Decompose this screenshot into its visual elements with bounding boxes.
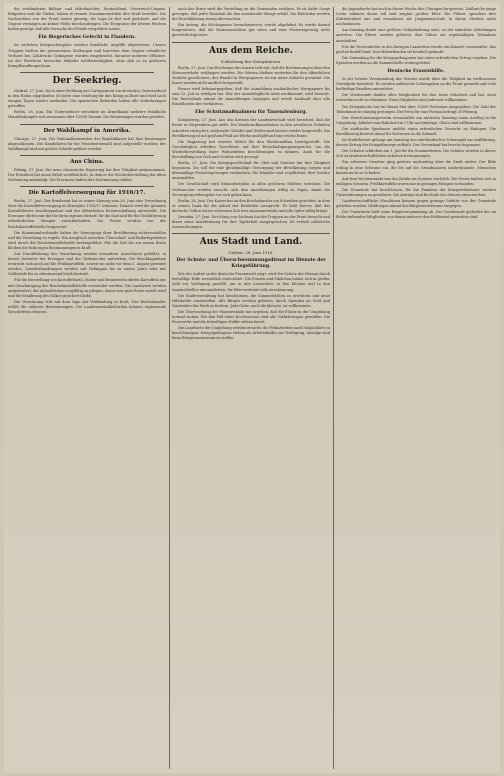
paragraph: Ein Antrag, die Höchstpreise heraufzusetzen, wurde abgelehnt. Es wurde darauf hingewiesen, daß die Ernteaussichten gut seien und eine Preissteigerung nicht gerechtfertigt wäre. <box>172 23 330 38</box>
column-1 <box>8 7 166 769</box>
newspaper-page <box>4 3 500 773</box>
paragraph: die Jugendwehr hat auch in dieser Woche ihre Übungen fortgesetzt. Zahlreiche junge Leute nahmen daran teil und zeigten großen Eifer. Die Führer sprachen ihre Zufriedenheit aus und ermahnten die Jungmannschaft, in ihrem Streben nicht nachzulassen. <box>336 7 496 27</box>
paragraph: Im Stadttheater gelangt am Samstag ein vaterländisches Schauspiel zur Aufführung, dessen Ertrag der Kriegsfürsorge zufließt. Der Vorverkauf hat bereits begonnen. <box>336 138 496 148</box>
paragraph: nach der Ernte wird die Verteilung an die Gemeinden erfolgen. Es ist dafür Sorge getragen, daß jeder Haushalt die ihm zustehende Menge erhält. Die Behörden werden die Durchführung streng überwachen. <box>172 7 330 22</box>
paragraph: Königsberg, 27. Juni. Aus den Kreisen der Landwirtschaft wird berichtet, daß die Ernte in Ostpreußen gut steht. Die Wiederaufbauarbeiten in den zerstörten Gebieten schreiten rüstig fort; zahlreiche Gehöfte und Dörfer sind bereits wieder hergestellt. Die Bevölkerung ist mit großem Fleiß am Werke und hofft auf eine reiche Ernte. <box>172 118 330 138</box>
paragraph: die verbündeten Balkan- und Mittelmächte, Deutschland, Österreich-Ungarn, Bulgarien und die Türkei, haben in treuem Zusammenwirken ihre Kraft bewährt. Die Nachrichten von der Front lauten günstig; die Lage ist fest und gesichert, und die Gegner vermögen an keiner Stelle durchzudringen. Die Ereignisse der letzten Wochen haben gezeigt, daß alle Versuche der Feinde vergeblich waren. <box>8 7 166 32</box>
section-heading: Aus dem Reiche. <box>209 45 293 56</box>
section-heading: Ein fliegerisches Gefecht in Flandern. <box>38 35 136 41</box>
paragraph: Die Landwirte der Umgebung werden ersucht, die Feldarbeiten nach Möglichkeit zu beschleunigen. Kriegsgefangene stehen als Arbeitskräfte zur Verfügung; Anträge sind beim Bürgermeisteramt zu stellen. <box>172 326 330 341</box>
paragraph: Berlin, 28. Juni. Ein Unterseeboot versenkte im Ärmelkanal mehrere feindliche Handelsdampfer mit zusammen über 12000 Tonnen. Die Besatzungen wurden gerettet. <box>8 110 166 120</box>
divider <box>172 42 330 43</box>
paragraph: Peking, 27. Juni. Die neue chinesische Regierung hat ihre Tätigkeit aufgenommen. Der Präsident hat einen Erlaß veröffentlicht, in dem er die Wiederherstellung der alten Verfassung ankündigt. Die Provinzen haben ihre Zustimmung erklärt. <box>8 167 166 182</box>
divider <box>20 72 154 73</box>
paragraph: Landwirtschaftliche Maschinen können gegen geringe Gebühr von der Gemeinde geliehen werden. Meldungen nimmt das Bürgermeisteramt entgegen. <box>336 199 496 209</box>
section-subheading: Gießen, 28. Juni 1916. <box>228 250 274 256</box>
paragraph: Die Kriegsküche hat im Monat Mai über 12000 Portionen ausgegeben. Die Zahl der Teilnehmer ist ständig gestiegen. Der Preis für eine Portion beträgt 30 Pfennig. <box>336 104 496 114</box>
paragraph: Die Vorsitzende dankte allen Mitgliedern für ihre treue Mitarbeit und bat, auch weiterhin nicht zu erlahmen. Neue Mitglieder sind jederzeit willkommen. <box>336 93 496 103</box>
paragraph: Auf dem Wochenmarkt war die Zufuhr an Gemüse reichlich. Die Preise hielten sich in mäßigen Grenzen. Frühkartoffeln waren nur in geringen Mengen vorhanden. <box>336 176 496 186</box>
paragraph: Die Verordnung tritt mit dem Tage der Verkündung in Kraft. Der Reichskanzler erläßt die näheren Bestimmungen. Die Landeszentralbehörden können ergänzende Vorschriften erlassen. <box>8 299 166 315</box>
paragraph: Berlin, 27. Juni. Der Bundesrat hat in seiner Sitzung vom 26. Juni eine Verordnung über die Kartoffelversorgung im Erntejahr 1916/17 erlassen. Danach wird die gesamte Kartoffelernte beschlagnahmt und der öffentlichen Bewirtschaftung unterstellt. Die Erzeuger dürfen nur die für ihren eigenen Bedarf, für die Saat und für die Viehfütterung erforderlichen Mengen zurückbehalten. Die Preise werden von der Reichskartoffelstelle festgesetzt. <box>8 199 166 229</box>
paragraph: Die Kommunalverbände haben die Versorgung ihrer Bevölkerung sicherzustellen und die Verteilung zu regeln. Ein Ausgleich zwischen Überschuß- und Bedarfsgebieten wird durch die Reichskartoffelstelle herbeigeführt. Für die Zeit bis zur neuen Ernte bleiben die bisherigen Bestimmungen in Kraft. <box>8 230 166 250</box>
section-heading: Deutsche Frauenhilfe. <box>387 69 445 75</box>
paragraph: Madrid, 27. Juni. Nach einer Meldung aus Cartagena ist ein deutsches Unterseeboot in den Hafen eingelaufen. Es hatte eine Sendung für den König an Bord und wird nach einigen Tagen wieder auslaufen. Die spanischen Behörden haben alle Vorkehrungen getroffen. <box>8 88 166 109</box>
section-heading: Der Seekrieg. <box>52 75 122 86</box>
paragraph: Der Turnverein hielt seine Hauptversammlung ab. Der Vorsitzende gedachte der im Felde stehenden Mitglieder, von denen mehrere den Heldentod gestorben sind. <box>336 210 496 220</box>
paragraph: Berlin, 27. Juni. Die Kriegsgesellschaft für Obst und Gemüse hat ihre Tätigkeit begonnen. Sie soll für eine gleichmäßige Versorgung der Bevölkerung sorgen und übermäßige Preissteigerungen verhindern. Die Händler sind verpflichtet, ihre Vorräte anzumelden. <box>172 161 330 181</box>
paragraph: Berlin, 28. Juni. Der Kaiser hat an den Reichskanzler ein Schreiben gerichtet, in dem er seinen Dank für die Arbeit der Behörden ausspricht. Er hebt hervor, daß das deutsche Volk in dieser schweren Zeit treu zusammensteht und alle Opfer willig bringt. <box>172 198 330 213</box>
paragraph: Ein schweres Gewitter ging gestern nachmittag über die Stadt nieder. Der Blitz schlug in eine Scheune ein, die bis auf die Grundmauern niederbrannte. Menschen kamen nicht zu Schaden. <box>336 160 496 175</box>
paragraph: Zur Durchführung der Verordnung werden besondere Ausschüsse gebildet, in denen Vertreter der Erzeuger und der Verbraucher mitwirken. Die Beschlagnahme erstreckt sich auch auf die Frühkartoffeln, soweit sie nicht vor dem 1. August geerntet werden. Zuwiderhandlungen werden mit Gefängnis bis zu einem Jahre oder mit Geldstrafe bis zu zehntausend Mark bestraft. <box>8 252 166 277</box>
paragraph: Wie der Aufruf an die deutsche Frauenwelt zeigt, wird der Schutz der Heimat durch freiwillige Hilfe wesentlich unterstützt. Die Frauen und Mädchen haben sich in großer Zahl zur Verfügung gestellt, um in den Lazaretten, in den Küchen und in den Sammelstellen mitzuarbeiten. Ihr Eifer verdient volle Anerkennung. <box>172 272 330 292</box>
divider <box>172 233 330 234</box>
paragraph: Ferner wird bekanntgegeben, daß die Anmeldung ausländischer Wertpapiere bis zum 15. Juli zu erfolgen hat. Wer der Anmeldepflicht nicht nachkommt, wird bestraft. Die Reichsbank nimmt die Anmeldungen entgegen und erteilt Auskunft über alle Einzelheiten des Verfahrens. <box>172 86 330 107</box>
paragraph: Für die Verwundeten in den hiesigen Lazaretten wurde ein Konzert veranstaltet, das großen Beifall fand. Den Mitwirkenden sei herzlich gedankt. <box>336 44 496 54</box>
paragraph: Die städtische Sparkasse meldet einen erfreulichen Zuwachs an Einlagen. Die Bevölkerung beweist damit ihr Vertrauen in die Zukunft. <box>336 126 496 136</box>
column-rule <box>169 7 170 769</box>
column-2 <box>172 7 330 769</box>
section-heading: Der Wahlkampf in Amerika. <box>43 127 131 134</box>
paragraph: Die Gemeinde hat beschlossen, für die Familien der Kriegsteilnehmer weitere Unterstützungen zu gewähren. Die Anträge sind bis Ende des Monats einzureichen. <box>336 187 496 197</box>
section-heading: Der Schutz- und Überschwemmungsdienst im Dienste der Kriegsführung. <box>176 258 326 270</box>
paragraph: Für die Herstellung von Kartoffelmehl, Stärke und Branntwein dürfen Kartoffeln nur mit Genehmigung der Reichskartoffelstelle verwendet werden. Die Landwirte werden aufgefordert, die Anbauflächen sorgfältig zu pflegen, damit eine gute Ernte erzielt wird und die Ernährung des Volkes gesichert bleibt. <box>8 278 166 298</box>
paragraph: Die Regierung hat weitere Mittel für den Wiederaufbau bereitgestellt. Die Geschädigten erhalten Vorschüsse auf ihre Entschädigungsansprüche, um die Wiederherstellung ihrer Wohnstätten beschleunigen zu können. Auch für die Beschaffung von Vieh und Geräten wird gesorgt. <box>172 139 330 159</box>
section-heading: Aus Stadt und Land. <box>199 237 303 248</box>
column-3 <box>336 7 496 769</box>
paragraph: Am Sonntag findet eine größere Geländeübung statt, zu der sämtliche Abteilungen antreten. Die Eltern werden gebeten, ihre Söhne zur regelmäßigen Teilnahme anzuhalten. <box>336 28 496 43</box>
divider <box>20 186 154 187</box>
paragraph: Die Sammlung für die Kriegsgefangenen hat einen erfreulichen Ertrag ergeben. Die Spenden werden an die Sammelstelle weitergeleitet. <box>336 55 496 65</box>
paragraph: Die Schulen schließen am 1. Juli für die Sommerferien. Die Schüler werden in dieser Zeit zu landwirtschaftlichen Arbeiten herangezogen. <box>336 149 496 159</box>
divider <box>20 155 154 156</box>
section-subheading: Schließung der Kriegsbörsen. <box>220 58 282 64</box>
paragraph: Im östlichen Kriegsschauplatz wurden feindliche Angriffe abgewiesen. Unsere Truppen hielten die gewonnenen Stellungen und brachten dem Gegner erhebliche Verluste bei. Zahlreiche Gefangene wurden eingebracht, darunter mehrere Offiziere. An der Westfront herrschte lebhafte Artillerietätigkeit, ohne daß es zu größeren Kampfhandlungen kam. <box>8 43 166 68</box>
paragraph: Berlin, 27. Juni. Das Reichsamt des Innern teilt mit, daß die Bestimmungen über den Börsenverkehr verlängert werden. Die Börsen bleiben weiterhin für den öffentlichen Verkehr geschlossen; der Handel in Wertpapieren ist nur unter Aufsicht gestattet. Die Kurse werden nicht amtlich festgestellt. <box>172 65 330 85</box>
paragraph: Die Stadtverwaltung hat beschlossen, die Sammelstellen zu erweitern und neue Hilfskräfte einzustellen. Alle Bürger werden gebeten, durch Spenden an Geld und Naturalien das Werk zu fördern. Jede Gabe, auch die kleinste, ist willkommen. <box>172 293 330 308</box>
paragraph: Chicago, 27. Juni. Die Nationalkonvention der Republikaner hat ihre Beratungen abgeschlossen. Die Kandidaten für die Präsidentenwahl sind aufgestellt worden; der Wahlkampf wird mit großer Schärfe geführt werden. <box>8 136 166 151</box>
paragraph: Der Verschönerungsverein veranstaltet am nächsten Sonntag einen Ausflug in die Umgebung. Abfahrt vom Bahnhof um 2 Uhr nachmittags. Gäste sind willkommen. <box>336 115 496 125</box>
paragraph: In der letzten Versammlung des Vereins wurde über die Tätigkeit im verflossenen Vierteljahr berichtet. Es wurden zahlreiche Liebesgaben an die Front gesandt und viele bedürftige Familien unterstützt. <box>336 77 496 92</box>
section-heading: Ehe Schutzmaßnahmen für Tauenzienburg. <box>195 110 307 116</box>
paragraph: Die Gesellschaft wird Einkaufsstellen in allen größeren Städten errichten. Die Verbraucher werden ersucht, sich den Anordnungen willig zu fügen, damit die Versorgung reibungslos vor sich gehen kann. <box>172 182 330 197</box>
section-heading: Aus China. <box>70 158 104 165</box>
column-rule <box>333 7 334 769</box>
paragraph: Dresden, 27. Juni. Der König von Sachsen hat die Truppen an der Front besucht und ihnen seine Anerkennung für ihre Tapferkeit ausgesprochen. Er verlieh zahlreiche Auszeichnungen. <box>172 215 330 230</box>
paragraph: Die Überwachung der Wasserstände hat ergeben, daß die Flüsse in der Umgebung normal stehen. Für den Fall eines Hochwassers sind alle Vorkehrungen getroffen. Die Feuerwehr und die freiwilligen Helfer stehen bereit. <box>172 309 330 325</box>
divider <box>20 124 154 125</box>
section-heading: Die Kartoffelversorgung für 1916/17. <box>28 190 146 197</box>
